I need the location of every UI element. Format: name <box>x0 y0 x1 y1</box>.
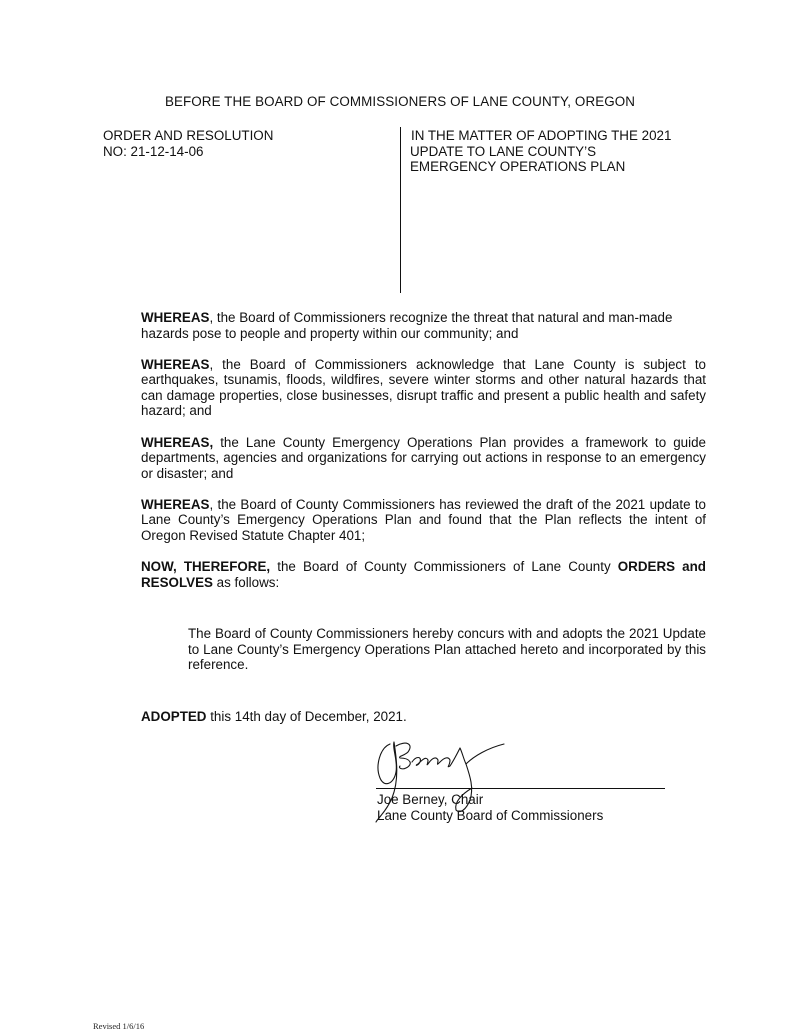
resolve-lead: NOW, THEREFORE, <box>141 559 271 575</box>
resolve-paragraph <box>141 559 706 590</box>
caption-right-line2: UPDATE TO LANE COUNTY’S <box>410 143 597 159</box>
whereas-lead: WHEREAS, <box>141 434 214 450</box>
adopted-line <box>141 709 706 725</box>
caption-order-number <box>103 128 383 159</box>
whereas-text: the Lane County Emergency Operations Plan provides a framework to guide departments, agencies and organizations for carrying out actions in response to an emergency or disaster; and <box>141 434 706 481</box>
revision-footer: Revised 1/6/16 <box>93 1021 145 1031</box>
whereas-lead: WHEREAS <box>141 310 210 325</box>
resolve-emphasis: ORDERS and RESOLVES <box>141 559 706 590</box>
whereas-paragraph <box>141 435 706 482</box>
adopted-lead: ADOPTED <box>141 709 207 724</box>
adopted-text: this 14th day of December, 2021. <box>206 709 407 724</box>
whereas-text: , the Board of Commissioners acknowledge that Lane County is subject to earthquakes, tsunamis, floods, wildfires, severe winter storms and other natural hazards that can damage properties, close businesses, disrupt traffic and present a public health and safety hazard; and <box>141 356 706 419</box>
resolution-text: The Board of County Commissioners hereby concurs with and adopts the 2021 Update to Lane County’s Emergency Operations Plan attached hereto and incorporated by this reference. <box>188 626 706 673</box>
whereas-text: , the Board of County Commissioners has reviewed the draft of the 2021 update to Lane County’s Emergency Operations Plan and found that the Plan reflects the intent of Oregon Revised Statute Chapter 401; <box>141 496 706 544</box>
whereas-section <box>141 310 706 606</box>
whereas-paragraph <box>141 357 706 419</box>
whereas-paragraph <box>141 310 706 341</box>
whereas-text: , the Board of Commissioners recognize the threat that natural and man-made hazards pose to people and property within our community; and <box>141 310 673 341</box>
signer-title: Lane County Board of Commissioners <box>377 808 604 823</box>
resolve-tail: as follows: <box>212 574 280 590</box>
whereas-lead: WHEREAS <box>141 356 210 372</box>
whereas-paragraph <box>141 497 706 544</box>
resolve-text: the Board of County Commissioners of Lane County <box>270 559 618 575</box>
caption-matter <box>410 128 730 175</box>
caption-left-line1: ORDER AND RESOLUTION <box>103 128 274 143</box>
caption-right-line3: EMERGENCY OPERATIONS PLAN <box>410 159 626 175</box>
signer-name: Joe Berney, Chair <box>377 792 484 807</box>
caption-divider <box>400 127 401 293</box>
whereas-lead: WHEREAS <box>141 496 210 512</box>
signature-line <box>376 788 665 789</box>
document-heading: BEFORE THE BOARD OF COMMISSIONERS OF LANE COUNTY, OREGON <box>164 94 636 109</box>
caption-left-line2: NO: 21-12-14-06 <box>103 143 204 159</box>
caption-right-line1: IN THE MATTER OF ADOPTING THE 2021 <box>411 128 672 143</box>
